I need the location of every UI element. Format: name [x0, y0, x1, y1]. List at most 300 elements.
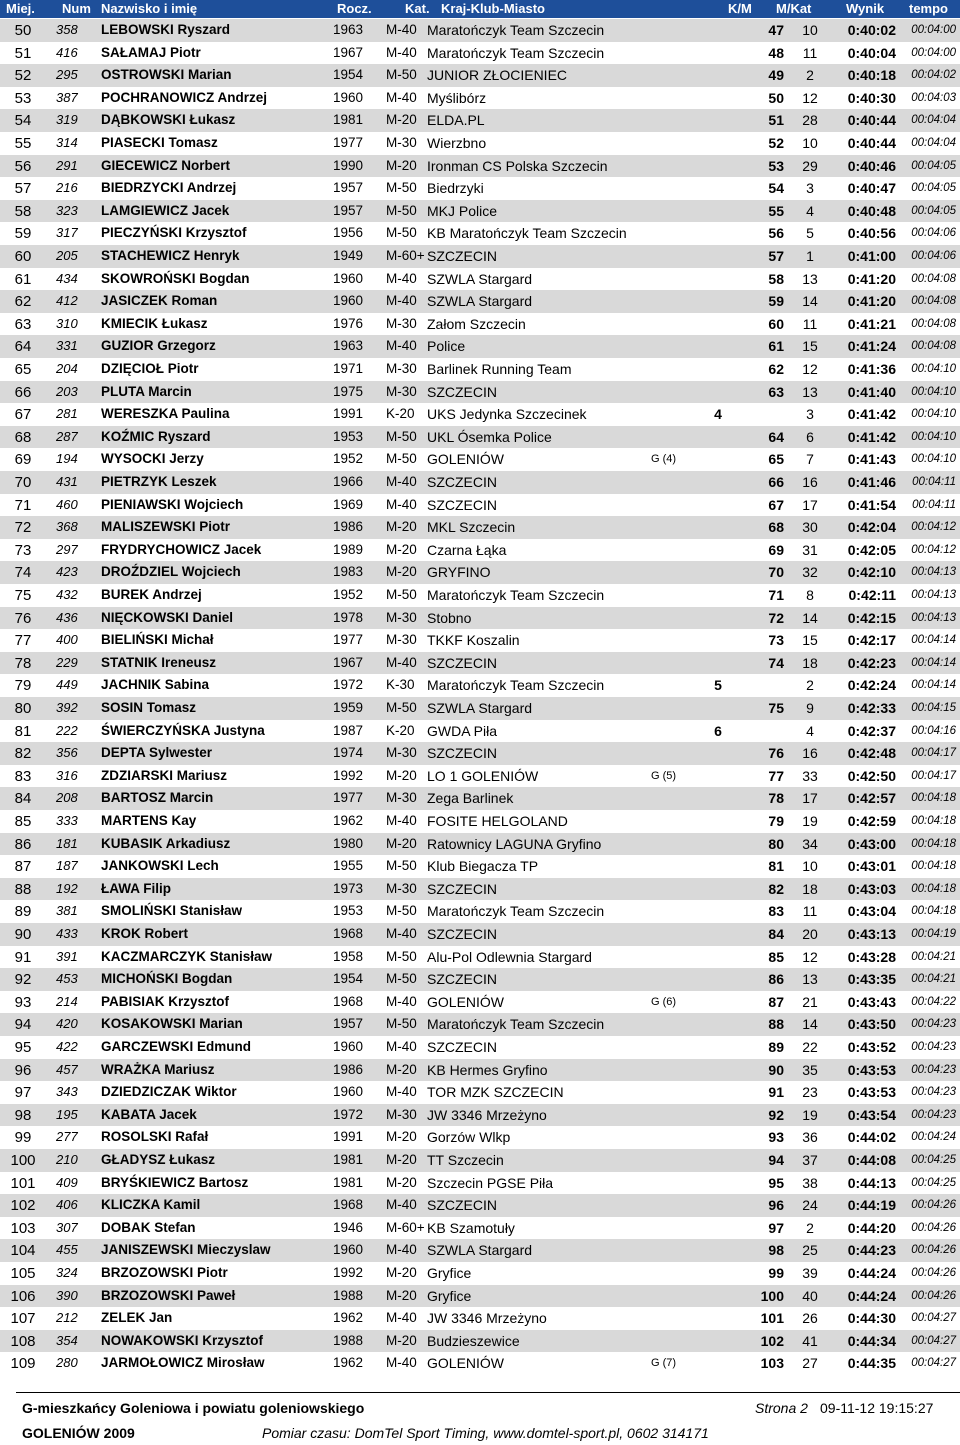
cell-runner-name: BRZOZOWSKI Piotr	[101, 1265, 228, 1280]
cell-club: SZCZECIN	[427, 248, 497, 264]
cell-result-time: 0:40:30	[847, 89, 896, 106]
cell-bib-number: 356	[56, 745, 78, 761]
cell-category: M-20	[386, 1152, 417, 1167]
cell-club: JUNIOR ZŁOCIENIEC	[427, 67, 568, 84]
cell-men-place: 84	[768, 926, 784, 942]
cell-result-time: 0:40:02	[847, 22, 896, 38]
cell-women-place: 6	[714, 722, 722, 739]
cell-club: SZCZECIN	[427, 496, 497, 513]
cell-tempo: 00:04:23	[911, 1041, 956, 1053]
cell-category-place: 12	[802, 361, 818, 377]
cell-bib-number: 406	[56, 1197, 78, 1213]
cell-tempo: 00:04:23	[911, 1086, 956, 1099]
cell-runner-name: GARCZEWSKI Edmund	[101, 1039, 251, 1054]
cell-category: M-30	[386, 609, 417, 625]
cell-women-place: 5	[714, 677, 722, 694]
cell-club: Ratownicy LAGUNA Gryfino	[427, 835, 602, 852]
cell-men-place: 101	[760, 1310, 784, 1327]
cell-men-place: 99	[768, 1265, 784, 1281]
cell-runner-name: GIECEWICZ Norbert	[101, 157, 231, 173]
cell-place: 61	[14, 270, 32, 288]
cell-bib-number: 194	[56, 451, 78, 467]
cell-runner-name: PLUTA Marcin	[101, 383, 192, 399]
cell-category-place: 36	[802, 1129, 818, 1146]
cell-runner-name: DZIĘCIOŁ Piotr	[101, 361, 199, 376]
cell-category-place: 11	[802, 903, 818, 920]
cell-tempo: 00:04:27	[911, 1312, 956, 1325]
cell-tempo: 00:04:25	[911, 1176, 956, 1189]
cell-category: M-50	[386, 225, 417, 241]
cell-tempo: 00:04:10	[911, 385, 956, 398]
cell-place: 87	[14, 858, 32, 876]
cell-men-place: 81	[768, 858, 784, 875]
cell-birth-year: 1953	[333, 903, 364, 919]
cell-club: SZCZECIN	[427, 383, 497, 400]
cell-tempo: 00:04:14	[911, 656, 956, 669]
cell-place: 76	[14, 609, 32, 627]
cell-men-place: 47	[768, 22, 784, 38]
table-row	[0, 991, 960, 1014]
cell-club: SZCZECIN	[427, 654, 497, 671]
col-result: Wynik	[846, 1, 885, 16]
cell-runner-name: BIELIŃSKI Michał	[101, 632, 214, 648]
cell-tempo: 00:04:22	[911, 995, 956, 1008]
table-row	[0, 64, 960, 87]
cell-club: GOLENIÓW	[427, 1355, 505, 1372]
cell-result-time: 0:40:48	[847, 202, 896, 219]
cell-club: SZWLA Stargard	[427, 700, 533, 716]
cell-club: SZWLA Stargard	[427, 1242, 533, 1259]
cell-club: SZWLA Stargard	[427, 270, 533, 287]
cell-men-place: 91	[768, 1084, 784, 1101]
table-row	[0, 1330, 960, 1353]
cell-category: M-30	[386, 315, 417, 331]
cell-club: FOSITE HELGOLAND	[427, 813, 568, 829]
cell-runner-name: KOŹMIC Ryszard	[101, 428, 211, 444]
cell-category-place: 7	[806, 451, 814, 468]
cell-place: 74	[14, 564, 32, 582]
cell-place: 88	[14, 880, 32, 898]
cell-category: M-40	[386, 1084, 417, 1100]
cell-result-time: 0:44:24	[847, 1287, 896, 1304]
cell-category-place: 8	[806, 587, 814, 603]
cell-men-place: 88	[768, 1016, 784, 1033]
cell-men-place: 76	[768, 745, 784, 762]
table-row	[0, 1081, 960, 1104]
cell-tempo: 00:04:26	[911, 1244, 956, 1257]
table-row	[0, 268, 960, 291]
cell-place: 57	[14, 180, 32, 198]
table-row	[0, 720, 960, 743]
cell-place: 89	[14, 903, 32, 921]
cell-runner-name: BARTOSZ Marcin	[101, 790, 214, 806]
cell-result-time: 0:44:30	[847, 1310, 896, 1327]
cell-men-place: 52	[768, 135, 784, 151]
cell-bib-number: 319	[56, 112, 78, 128]
cell-tempo: 00:04:05	[911, 182, 956, 195]
cell-category-place: 32	[802, 564, 818, 581]
cell-birth-year: 1974	[333, 745, 364, 761]
cell-men-place: 57	[768, 248, 784, 264]
cell-place: 75	[14, 587, 32, 604]
table-row	[0, 1239, 960, 1262]
cell-runner-name: PABISIAK Krzysztof	[101, 993, 230, 1009]
cell-tempo: 00:04:18	[911, 860, 956, 873]
cell-place: 99	[14, 1129, 32, 1147]
cell-runner-name: PIETRZYK Leszek	[101, 474, 217, 489]
cell-bib-number: 409	[56, 1174, 78, 1190]
table-row	[0, 697, 960, 720]
cell-place: 105	[10, 1265, 36, 1282]
cell-result-time: 0:43:53	[847, 1084, 896, 1101]
table-row	[0, 109, 960, 132]
cell-club: TOR MZK SZCZECIN	[427, 1084, 564, 1101]
table-header	[0, 0, 960, 18]
cell-men-place: 97	[768, 1219, 784, 1236]
cell-category-place: 12	[802, 89, 818, 106]
cell-club: KB Maratończyk Team Szczecin	[427, 225, 627, 242]
cell-bib-number: 449	[56, 677, 78, 693]
cell-category: M-20	[386, 767, 417, 783]
cell-bib-number: 181	[56, 835, 78, 851]
cell-category-place: 2	[806, 677, 814, 694]
cell-birth-year: 1988	[333, 1287, 364, 1303]
cell-bib-number: 400	[56, 632, 78, 648]
cell-runner-name: BUREK Andrzej	[101, 587, 202, 602]
cell-birth-year: 1960	[333, 89, 364, 105]
cell-club: GRYFINO	[427, 564, 491, 581]
cell-tempo: 00:04:13	[911, 589, 956, 601]
cell-tempo: 00:04:21	[911, 950, 956, 963]
cell-runner-name: JANKOWSKI Lech	[101, 858, 219, 874]
cell-category: M-50	[386, 1016, 417, 1032]
cell-result-time: 0:43:53	[847, 1061, 896, 1078]
cell-category: M-30	[386, 361, 417, 376]
cell-category-place: 19	[802, 1106, 818, 1123]
cell-result-time: 0:44:20	[847, 1219, 896, 1236]
cell-club: UKS Jedynka Szczecinek	[427, 406, 587, 423]
cell-result-time: 0:42:15	[847, 609, 896, 626]
cell-result-time: 0:43:13	[847, 926, 896, 942]
cell-club: SZCZECIN	[427, 745, 497, 762]
cell-category-place: 13	[802, 270, 818, 287]
cell-category: M-30	[386, 1106, 417, 1122]
cell-category-place: 15	[802, 338, 818, 355]
cell-runner-name: ZDZIARSKI Mariusz	[101, 767, 228, 783]
cell-birth-year: 1990	[333, 157, 364, 173]
cell-bib-number: 434	[56, 270, 78, 286]
cell-place: 92	[14, 971, 32, 989]
cell-bib-number: 281	[56, 406, 78, 422]
cell-club: Gryfice	[427, 1265, 472, 1281]
cell-place: 98	[14, 1106, 32, 1124]
cell-category-place: 16	[802, 745, 818, 762]
cell-birth-year: 1957	[333, 1016, 364, 1032]
cell-place: 103	[10, 1219, 36, 1237]
cell-men-place: 69	[768, 541, 784, 558]
cell-category: M-40	[386, 44, 417, 60]
cell-club: GWDA Piła	[427, 722, 498, 739]
cell-category: M-20	[386, 519, 417, 535]
cell-runner-name: KUBASIK Arkadiusz	[101, 835, 231, 851]
cell-result-time: 0:41:54	[847, 496, 896, 513]
cell-place: 52	[14, 67, 32, 85]
cell-club: SZCZECIN	[427, 880, 497, 897]
cell-result-time: 0:41:24	[847, 338, 896, 355]
cell-club: SZCZECIN	[427, 474, 497, 490]
table-row	[0, 855, 960, 878]
cell-category: M-20	[386, 112, 417, 128]
cell-category: M-50	[386, 451, 417, 467]
table-row	[0, 1172, 960, 1195]
cell-club: JW 3346 Mrzeżyno	[427, 1310, 547, 1327]
cell-bib-number: 280	[56, 1355, 78, 1371]
cell-birth-year: 1957	[333, 180, 364, 196]
cell-category: M-40	[386, 813, 417, 828]
cell-result-time: 0:44:19	[847, 1197, 896, 1214]
cell-men-place: 103	[760, 1355, 784, 1372]
cell-runner-name: STACHEWICZ Henryk	[101, 248, 240, 263]
cell-runner-name: LEBOWSKI Ryszard	[101, 22, 231, 37]
cell-runner-name: DĄBKOWSKI Łukasz	[101, 112, 236, 128]
cell-category-place: 4	[806, 722, 814, 739]
cell-tempo: 00:04:24	[911, 1131, 956, 1144]
cell-club: Gorzów Wlkp	[427, 1129, 511, 1146]
cell-category-place: 24	[802, 1197, 818, 1214]
cell-result-time: 0:42:24	[847, 677, 896, 694]
cell-birth-year: 1981	[333, 1174, 364, 1190]
cell-category-place: 11	[802, 44, 818, 61]
table-row	[0, 539, 960, 562]
cell-bib-number: 203	[56, 383, 78, 399]
cell-category: M-40	[386, 293, 417, 309]
cell-place: 83	[14, 767, 32, 785]
cell-result-time: 0:42:23	[847, 654, 896, 671]
table-row	[0, 584, 960, 607]
cell-birth-year: 1952	[333, 587, 364, 602]
cell-birth-year: 1957	[333, 202, 364, 218]
table-row	[0, 426, 960, 449]
cell-tempo: 00:04:23	[911, 1063, 956, 1076]
table-row	[0, 787, 960, 810]
cell-runner-name: ROSOLSKI Rafał	[101, 1129, 209, 1145]
cell-men-place: 73	[768, 632, 784, 649]
cell-category-place: 18	[802, 880, 818, 897]
cell-category: M-20	[386, 1265, 417, 1280]
cell-club: Wierzbno	[427, 135, 487, 151]
cell-place: 54	[14, 112, 32, 130]
cell-bib-number: 314	[56, 135, 78, 150]
cell-place: 101	[10, 1174, 36, 1192]
table-row	[0, 42, 960, 65]
cell-runner-name: DZIEDZICZAK Wiktor	[101, 1084, 237, 1100]
cell-men-place: 77	[768, 767, 784, 784]
cell-birth-year: 1967	[333, 44, 364, 60]
cell-category: M-50	[386, 903, 417, 919]
cell-birth-year: 1966	[333, 474, 364, 489]
cell-place: 56	[14, 157, 32, 175]
cell-category-place: 10	[802, 858, 818, 875]
cell-birth-year: 1963	[333, 338, 364, 354]
cell-result-time: 0:41:36	[847, 361, 896, 377]
table-row	[0, 629, 960, 652]
cell-category: M-40	[386, 22, 417, 37]
cell-club: MKJ Police	[427, 202, 498, 219]
cell-result-time: 0:43:43	[847, 993, 896, 1010]
table-row	[0, 1059, 960, 1082]
cell-result-time: 0:43:28	[847, 948, 896, 965]
cell-result-time: 0:42:04	[847, 519, 896, 536]
cell-bib-number: 460	[56, 496, 78, 512]
cell-bib-number: 455	[56, 1242, 78, 1258]
cell-men-place: 78	[768, 790, 784, 807]
cell-runner-name: KABATA Jacek	[101, 1106, 197, 1122]
table-row	[0, 1217, 960, 1240]
cell-bib-number: 287	[56, 428, 78, 444]
cell-category-place: 3	[806, 406, 814, 423]
cell-bib-number: 436	[56, 609, 78, 625]
cell-tempo: 00:04:11	[912, 498, 956, 511]
cell-result-time: 0:42:17	[847, 632, 896, 649]
cell-birth-year: 1987	[333, 722, 364, 738]
cell-category: M-20	[386, 835, 417, 851]
cell-birth-year: 1962	[333, 1355, 364, 1371]
cell-men-place: 95	[768, 1174, 784, 1191]
cell-category: M-20	[386, 1129, 417, 1145]
cell-men-place: 67	[768, 496, 784, 513]
cell-runner-name: SOSIN Tomasz	[101, 700, 197, 715]
cell-tempo: 00:04:27	[911, 1334, 956, 1347]
cell-place: 81	[14, 722, 32, 740]
cell-runner-name: BRYŚKIEWICZ Bartosz	[101, 1174, 249, 1190]
cell-bib-number: 324	[56, 1265, 78, 1280]
cell-club: Szczecin PGSE Piła	[427, 1174, 554, 1191]
cell-runner-name: KMIECIK Łukasz	[101, 315, 208, 331]
cell-runner-name: SKOWROŃSKI Bogdan	[101, 270, 250, 286]
cell-men-place: 100	[760, 1287, 784, 1304]
cell-runner-name: KLICZKA Kamil	[101, 1197, 201, 1213]
cell-bib-number: 307	[56, 1219, 78, 1235]
cell-tempo: 00:04:13	[911, 566, 956, 579]
cell-bib-number: 381	[56, 903, 78, 919]
cell-result-time: 0:42:48	[847, 745, 896, 762]
cell-club: SZCZECIN	[427, 926, 497, 942]
cell-club: Budzieszewice	[427, 1332, 520, 1349]
cell-bib-number: 432	[56, 587, 78, 602]
table-row	[0, 1013, 960, 1036]
cell-birth-year: 1962	[333, 1310, 364, 1326]
cell-category-place: 10	[802, 135, 818, 151]
cell-club: Maratończyk Team Szczecin	[427, 587, 605, 603]
col-mkat: M/Kat	[776, 1, 812, 16]
cell-category-place: 20	[802, 926, 818, 942]
cell-bib-number: 204	[56, 361, 78, 376]
cell-men-place: 62	[768, 361, 784, 377]
col-name: Nazwisko i imię	[101, 1, 198, 16]
cell-runner-name: WYSOCKI Jerzy	[101, 451, 204, 467]
cell-club: Klub Biegacza TP	[427, 858, 539, 875]
cell-men-place: 79	[768, 813, 784, 829]
cell-runner-name: DROŹDZIEL Wojciech	[101, 564, 241, 580]
cell-result-time: 0:42:33	[847, 700, 896, 716]
cell-category-place: 11	[802, 315, 818, 332]
cell-place: 62	[14, 293, 32, 311]
table-row	[0, 810, 960, 833]
cell-place: 82	[14, 745, 32, 763]
cell-category: M-20	[386, 541, 417, 557]
cell-category: M-30	[386, 632, 417, 648]
cell-tempo: 00:04:08	[911, 340, 956, 353]
cell-place: 108	[10, 1332, 36, 1350]
cell-men-place: 68	[768, 519, 784, 536]
cell-result-time: 0:44:24	[847, 1265, 896, 1281]
cell-category: M-60+	[386, 1219, 425, 1235]
cell-club: Stobno	[427, 609, 472, 626]
cell-result-time: 0:42:57	[847, 790, 896, 807]
footer-event: GOLENIÓW 2009	[22, 1425, 135, 1441]
cell-category-place: 26	[802, 1310, 818, 1327]
cell-tempo: 00:04:06	[911, 250, 956, 262]
table-row	[0, 87, 960, 110]
cell-tempo: 00:04:04	[911, 137, 956, 149]
cell-result-time: 0:43:00	[847, 835, 896, 852]
cell-club: SZCZECIN	[427, 971, 497, 988]
cell-tempo: 00:04:23	[911, 1018, 956, 1031]
table-row	[0, 132, 960, 155]
cell-place: 77	[14, 632, 32, 650]
cell-birth-year: 1972	[333, 1106, 364, 1122]
cell-birth-year: 1969	[333, 496, 364, 512]
cell-category: M-20	[386, 1332, 417, 1348]
cell-category-place: 5	[806, 225, 814, 242]
cell-birth-year: 1989	[333, 541, 364, 557]
cell-bib-number: 453	[56, 971, 78, 987]
cell-result-time: 0:44:13	[847, 1174, 896, 1191]
cell-result-time: 0:41:46	[847, 474, 896, 490]
table-row	[0, 968, 960, 991]
cell-runner-name: GUZIOR Grzegorz	[101, 338, 216, 354]
cell-place: 96	[14, 1061, 32, 1079]
cell-category: M-40	[386, 993, 417, 1009]
cell-tempo: 00:04:12	[911, 521, 956, 534]
cell-category-place: 16	[802, 474, 818, 490]
table-row	[0, 946, 960, 969]
cell-category: M-50	[386, 971, 417, 987]
cell-result-time: 0:40:46	[847, 157, 896, 174]
cell-tempo: 00:04:10	[911, 430, 956, 443]
cell-tempo: 00:04:10	[911, 363, 956, 375]
cell-category: M-40	[386, 474, 417, 489]
cell-men-place: 54	[768, 180, 784, 197]
cell-runner-name: STATNIK Ireneusz	[101, 654, 217, 670]
table-row	[0, 1285, 960, 1308]
cell-result-time: 0:41:43	[847, 451, 896, 468]
cell-club: UKL Ósemka Police	[427, 428, 552, 445]
cell-category: M-50	[386, 948, 417, 964]
cell-runner-name: MARTENS Kay	[101, 813, 197, 828]
cell-tempo: 00:04:08	[911, 317, 956, 330]
table-row	[0, 1262, 960, 1285]
col-num: Num	[62, 1, 91, 16]
cell-tempo: 00:04:17	[911, 747, 956, 760]
cell-birth-year: 1988	[333, 1332, 364, 1348]
cell-birth-year: 1962	[333, 813, 364, 828]
table-row	[0, 1104, 960, 1127]
cell-place: 51	[14, 44, 32, 62]
cell-birth-year: 1968	[333, 926, 364, 941]
cell-place: 71	[14, 496, 32, 514]
cell-birth-year: 1986	[333, 1061, 364, 1077]
